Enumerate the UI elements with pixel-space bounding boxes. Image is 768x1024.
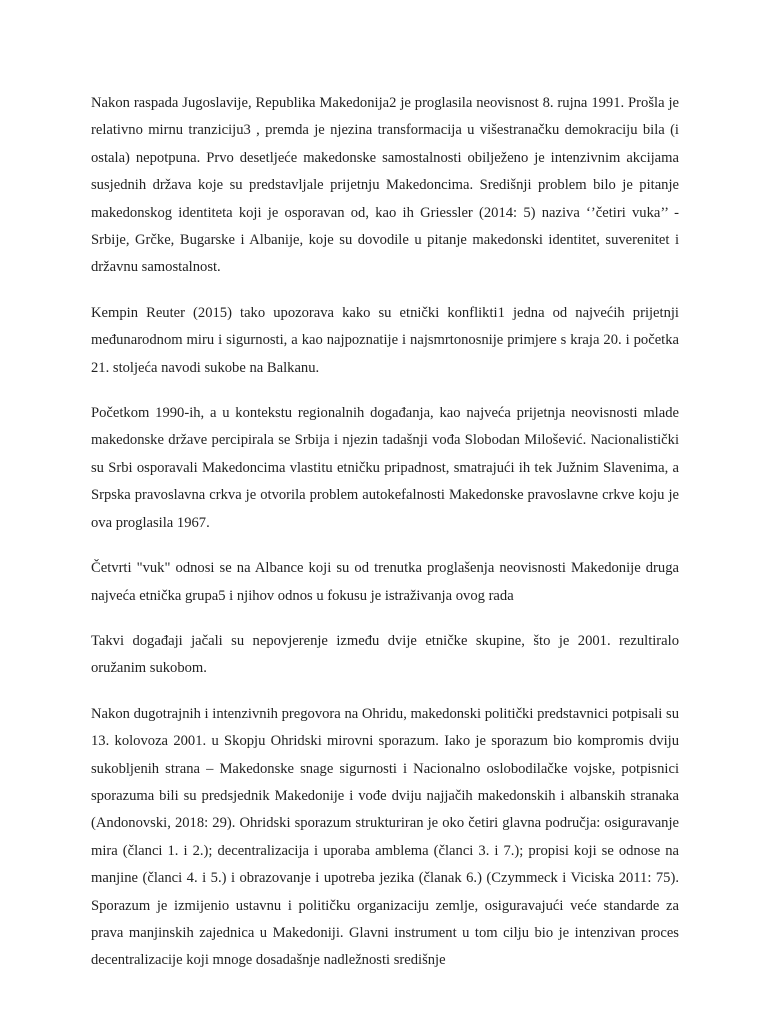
paragraph-6: Nakon dugotrajnih i intenzivnih pregovora na Ohridu, makedonski politički predstavnici potpisali su 13. kolovoza 2001. u Skopju Ohridski mirovni sporazum. Iako je sporazum bio kompromis dviju sukobljenih strana – Makedonske snage sigurnosti i Nacionalno oslobodilačke vojske, potpisnici sporazuma bili su predsjednik Makedonije i vođe dviju najjačih makedonskih i albanskih stranaka (Andonovski, 2018: 29). Ohridski sporazum strukturiran je oko četiri glavna područja: osiguravanje mira (članci 1. i 2.); decentralizacija i uporaba amblema (članci 3. i 7.); propisi koji se odnose na manjine (članci 4. i 5.) i obrazovanje i upotreba jezika (članak 6.) (Czymmeck i Viciska 2011: 75). Sporazum je izmijenio ustavnu i političku organizaciju zemlje, osiguravajući veće standarde za prava manjinskih zajednica u Makedoniji. Glavni instrument u tom cilju bio je intenzivan proces decentralizacije koji mnoge dosadašnje nadležnosti središnje <box>91 705 679 969</box>
paragraph-2: Kempin Reuter (2015) tako upozorava kako su etnički konflikti1 jedna od najvećih prijetnji međunarodnom miru i sigurnosti, a kao najpoznatije i najsmrtonosnije primjere s kraja 20. i početka 21. stoljeća navodi sukobe na Balkanu. <box>91 304 679 376</box>
paragraph-1: Nakon raspada Jugoslavije, Republika Makedonija2 je proglasila neovisnost 8. rujna 1991. Prošla je relativno mirnu tranziciju3 , premda je njezina transformacija u višestranačku demokraciju bila (i ostala) nepotpuna. Prvo desetljeće makedonske samostalnosti obilježeno je intenzivnim akcijama susjednih država koje su predstavljale prijetnju Makedoncima. Središnji problem bilo je pitanje makedonskog identiteta koji je osporavan od, kao ih Griessler (2014: 5) naziva ‘’četiri vuka’’ - Srbije, Grčke, Bugarske i Albanije, koje su dovodile u pitanje makedonski identitet, suverenitet i državnu samostalnost. <box>91 95 679 276</box>
paragraph-4: Četvrti "vuk" odnosi se na Albance koji su od trenutka proglašenja neovisnosti Makedonije druga najveća etnička grupa5 i njihov odnos u fokusu je istraživanja ovog rada <box>91 560 679 604</box>
document-body <box>91 90 679 993</box>
paragraph-3: Početkom 1990-ih, a u kontekstu regionalnih događanja, kao najveća prijetnja neovisnosti mlade makedonske države percipirala se Srbija i njezin tadašnji vođa Slobodan Milošević. Nacionalistički su Srbi osporavali Makedoncima vlastitu etničku pripadnost, smatrajući ih tek Južnim Slavenima, a Srpska pravoslavna crkva je otvorila problem autokefalnosti Makedonske pravoslavne crkve koju je ova proglasila 1967. <box>91 405 679 531</box>
paragraph-5: Takvi događaji jačali su nepovjerenje između dvije etničke skupine, što je 2001. rezultiralo oružanim sukobom. <box>91 632 679 677</box>
